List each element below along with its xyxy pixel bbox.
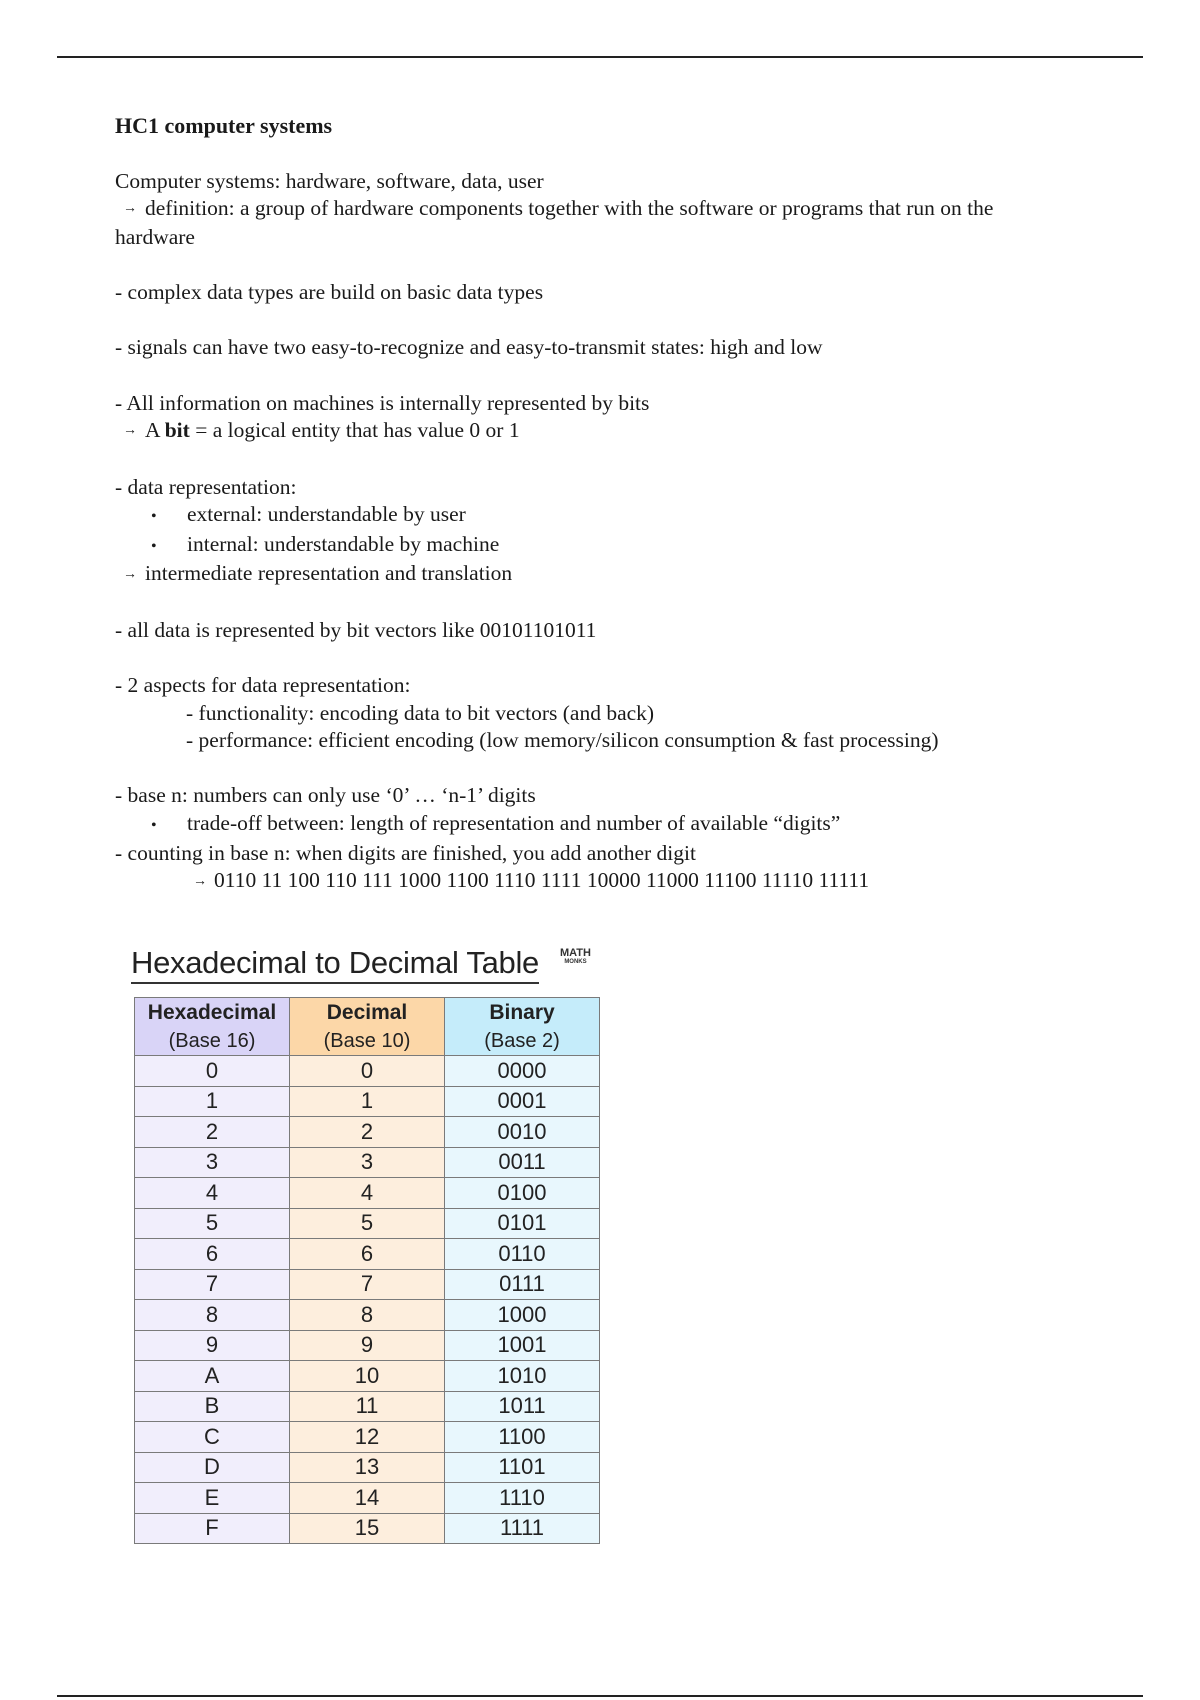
base-n-line: - base n: numbers can only use ‘0’ … ‘n-1’ digits xyxy=(115,783,536,808)
hex-cell: 7 xyxy=(135,1269,290,1300)
table-row xyxy=(135,1239,600,1270)
hex-cell: 0 xyxy=(135,1056,290,1087)
table-row xyxy=(135,1452,600,1483)
bullet-icon: • xyxy=(151,508,157,526)
binary-cell: 1011 xyxy=(445,1391,600,1422)
binary-cell: 0110 xyxy=(445,1239,600,1270)
table-row xyxy=(135,1391,600,1422)
decimal-cell: 3 xyxy=(290,1147,445,1178)
bullet-internal xyxy=(115,531,1075,561)
table-row xyxy=(135,1330,600,1361)
arrow-icon: → xyxy=(123,201,137,217)
bullet-tradeoff-text: trade-off between: length of representation and number of available “digits” xyxy=(187,811,841,836)
sequence-line xyxy=(115,867,1075,896)
decimal-cell: 13 xyxy=(290,1452,445,1483)
binary-cell: 0010 xyxy=(445,1117,600,1148)
bullet-internal-text: internal: understandable by machine xyxy=(187,531,500,556)
bit-rest: = a logical entity that has value 0 or 1 xyxy=(189,418,520,443)
table-row xyxy=(135,1208,600,1239)
bit-term: bit xyxy=(164,418,190,443)
binary-cell: 0011 xyxy=(445,1147,600,1178)
logo-line2: MONKS xyxy=(564,959,587,965)
header-dec-name: Decimal xyxy=(326,1001,408,1024)
hex-table-figure xyxy=(131,945,611,1541)
table-row xyxy=(135,1269,600,1300)
arrow-icon: → xyxy=(193,873,207,889)
decimal-cell: 12 xyxy=(290,1422,445,1453)
aspects-line: - 2 aspects for data representation: xyxy=(115,673,411,698)
functionality-line: - functionality: encoding data to bit vectors (and back) xyxy=(186,700,655,725)
decimal-cell: 2 xyxy=(290,1117,445,1148)
decimal-cell: 1 xyxy=(290,1086,445,1117)
intermediate-text: intermediate representation and translation xyxy=(145,561,513,586)
conversion-table xyxy=(134,997,600,1544)
decimal-cell: 6 xyxy=(290,1239,445,1270)
bottom-rule xyxy=(57,1695,1143,1697)
arrow-icon: → xyxy=(123,566,137,582)
hex-cell: F xyxy=(135,1513,290,1544)
bit-prefix: A xyxy=(145,418,165,443)
definition-line xyxy=(115,195,1075,251)
hex-cell: 1 xyxy=(135,1086,290,1117)
hex-cell: B xyxy=(135,1391,290,1422)
binary-cell: 0000 xyxy=(445,1056,600,1087)
header-binary xyxy=(445,998,600,1056)
intermediate-line xyxy=(115,560,1075,589)
binary-cell: 1001 xyxy=(445,1330,600,1361)
sequence-text: 0110 11 100 110 111 1000 1100 1110 1111 10000 11000 11100 11110 11111 xyxy=(214,868,870,893)
hex-cell: E xyxy=(135,1483,290,1514)
binary-cell: 1110 xyxy=(445,1483,600,1514)
decimal-cell: 0 xyxy=(290,1056,445,1087)
header-hex-name: Hexadecimal xyxy=(147,1001,277,1024)
bullet-external xyxy=(115,501,1075,531)
table-row xyxy=(135,1117,600,1148)
table-row xyxy=(135,1147,600,1178)
table-row xyxy=(135,1178,600,1209)
counting-line: - counting in base n: when digits are finished, you add another digit xyxy=(115,840,696,865)
math-monks-logo xyxy=(560,949,591,967)
bit-definition-line xyxy=(115,417,1075,446)
data-representation-line: - data representation: xyxy=(115,474,297,499)
bullet-tradeoff xyxy=(115,810,1075,840)
binary-cell: 1111 xyxy=(445,1513,600,1544)
bit-vectors-line: - all data is represented by bit vectors like 00101101011 xyxy=(115,617,597,642)
binary-cell: 0101 xyxy=(445,1208,600,1239)
binary-cell: 1000 xyxy=(445,1300,600,1331)
table-header-row xyxy=(135,998,600,1056)
header-dec-base: (Base 10) xyxy=(323,1030,411,1052)
page-title: HC1 computer systems xyxy=(115,113,333,138)
table-row xyxy=(135,1300,600,1331)
header-hex-base: (Base 16) xyxy=(168,1030,256,1052)
definition-text: definition: a group of hardware components together with the software or programs that run on the hardware xyxy=(115,196,994,250)
decimal-cell: 5 xyxy=(290,1208,445,1239)
hex-cell: A xyxy=(135,1361,290,1392)
header-hexadecimal xyxy=(135,998,290,1056)
table-row xyxy=(135,1056,600,1087)
table-row xyxy=(135,1483,600,1514)
figure-title: Hexadecimal to Decimal Table xyxy=(131,945,539,984)
performance-line: - performance: efficient encoding (low memory/silicon consumption & fast processing) xyxy=(186,728,939,753)
hex-cell: 4 xyxy=(135,1178,290,1209)
header-decimal xyxy=(290,998,445,1056)
header-bin-base: (Base 2) xyxy=(484,1030,560,1052)
binary-cell: 1101 xyxy=(445,1452,600,1483)
decimal-cell: 7 xyxy=(290,1269,445,1300)
hex-cell: 5 xyxy=(135,1208,290,1239)
logo-line1: MATH xyxy=(560,947,591,959)
hex-cell: C xyxy=(135,1422,290,1453)
bullet-icon: • xyxy=(151,537,157,555)
header-bin-name: Binary xyxy=(489,1001,555,1024)
bullet-external-text: external: understandable by user xyxy=(187,502,466,527)
bullet-icon: • xyxy=(151,817,157,835)
decimal-cell: 8 xyxy=(290,1300,445,1331)
binary-cell: 0100 xyxy=(445,1178,600,1209)
decimal-cell: 4 xyxy=(290,1178,445,1209)
binary-cell: 0001 xyxy=(445,1086,600,1117)
binary-cell: 1100 xyxy=(445,1422,600,1453)
arrow-icon: → xyxy=(123,423,137,439)
top-rule xyxy=(57,56,1143,58)
binary-cell: 1010 xyxy=(445,1361,600,1392)
hex-cell: 6 xyxy=(135,1239,290,1270)
hex-cell: 3 xyxy=(135,1147,290,1178)
decimal-cell: 9 xyxy=(290,1330,445,1361)
hex-cell: 8 xyxy=(135,1300,290,1331)
hex-cell: 9 xyxy=(135,1330,290,1361)
decimal-cell: 14 xyxy=(290,1483,445,1514)
bits-line: - All information on machines is internally represented by bits xyxy=(115,390,650,415)
complex-types-line: - complex data types are build on basic data types xyxy=(115,280,544,305)
hex-cell: D xyxy=(135,1452,290,1483)
binary-cell: 0111 xyxy=(445,1269,600,1300)
decimal-cell: 15 xyxy=(290,1513,445,1544)
table-row xyxy=(135,1422,600,1453)
table-row xyxy=(135,1361,600,1392)
decimal-cell: 10 xyxy=(290,1361,445,1392)
intro-line: Computer systems: hardware, software, data, user xyxy=(115,168,544,193)
hex-cell: 2 xyxy=(135,1117,290,1148)
document-body xyxy=(115,112,1075,896)
decimal-cell: 11 xyxy=(290,1391,445,1422)
table-row xyxy=(135,1513,600,1544)
signals-line: - signals can have two easy-to-recognize and easy-to-transmit states: high and low xyxy=(115,335,823,360)
table-row xyxy=(135,1086,600,1117)
